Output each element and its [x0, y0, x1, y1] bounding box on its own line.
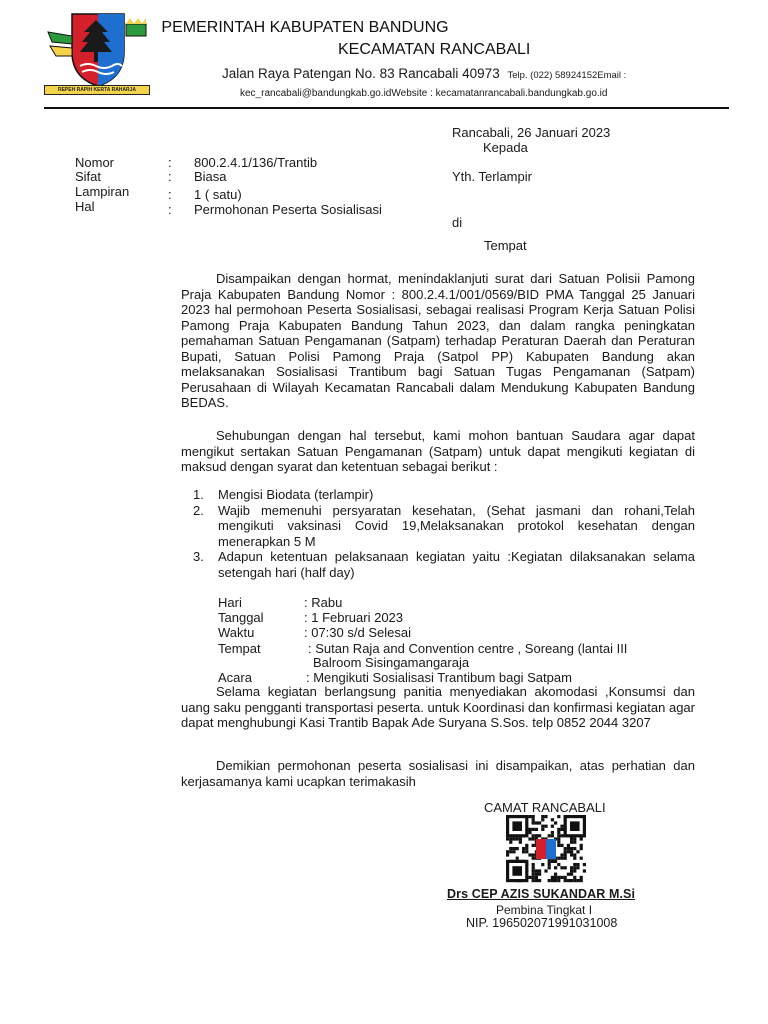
schedule-waktu-value: : 07:30 s/d Selesai [304, 625, 411, 640]
hal-colon: : [168, 202, 172, 217]
lampiran-label: Lampiran [75, 184, 130, 199]
signatory-nip: NIP. 196502071991031008 [466, 916, 618, 930]
signatory-rank: Pembina Tingkat I [496, 903, 593, 917]
recipient-di: di [452, 215, 463, 230]
header-contact: kec_rancabali@bandungkab.go.idWebsite : kecamatanrancabali.bandungkab.go.id [240, 88, 608, 99]
paragraph-4: Demikian permohonan peserta sosialisasi ini disampaikan, atas perhatian dan kerjasamanya kami ucapkan terimakasih [181, 758, 695, 789]
schedule-hari-label: Hari [218, 595, 242, 610]
schedule-acara-label: Acara [218, 670, 252, 685]
paragraph-1: Disampaikan dengan hormat, menindaklanjuti surat dari Satuan Polisii Pamong Praja Kabupaten Bandung Nomor : 800.2.4.1/001/0569/BID PMA Tanggal 25 Januari 2023 hal permohoan Peserta Sosialisasi, sebagai realisasi Program Kerja Satuan Polisi Pamong Praja Kabupaten Bandung Tahun 2023, dan dalam rangka peningkatan pemahaman Satuan Pengamanan (Satpam) terhadap Peraturan Daerah dan Peraturan Bupati, Satuan Polisi Pamong Praja (Satpol PP) Kabupaten Bandung akan melaksanakan Sosialisasi Trantibum bagi Satuan Tugas Pengamanan (Satpam) Perusahaan di Wilayah Kecamatan Rancabali dalam Mendukung Kabupaten Bandung BEDAS. [181, 271, 695, 410]
header-address: Jalan Raya Patengan No. 83 Rancabali 40973 Telp. (022) 58924152Email : [222, 66, 627, 81]
header-divider [44, 107, 729, 109]
requirement-item: 2. Wajib memenuhi persyaratan kesehatan, (Sehat jasmani dan rohani,Telah mengikuti vaksinasi Covid 19,Melaksanakan protokol kesehatan dengan menerapkan 5 M [193, 502, 695, 549]
header-phone: Telp. (022) 58924152Email : [507, 70, 627, 81]
schedule-tempat-label: Tempat [218, 641, 261, 656]
signatory-name: Drs CEP AZIS SUKANDAR M.Si [447, 887, 636, 901]
header-office-line: KECAMATAN RANCABALI [338, 41, 531, 58]
logo-motto-banner [44, 85, 150, 95]
schedule-hari-value: : Rabu [304, 595, 343, 610]
schedule-tempat-value-2: Balroom Sisingamangaraja [313, 655, 470, 670]
schedule-waktu-label: Waktu [218, 625, 255, 640]
hal-value: Permohonan Peserta Sosialisasi [194, 202, 382, 217]
nomor-label: Nomor [75, 155, 115, 170]
requirements-list [193, 487, 695, 580]
recipient-tempat: Tempat [484, 238, 527, 253]
header-gov-line: PEMERINTAH KABUPATEN BANDUNG [161, 19, 449, 36]
nomor-colon: : [168, 155, 172, 170]
hal-label: Hal [75, 199, 95, 214]
requirement-item: 1. Mengisi Biodata (terlampir) [193, 487, 374, 502]
schedule-tanggal-value: : 1 Februari 2023 [304, 610, 404, 625]
sifat-value: Biasa [194, 169, 227, 184]
recipient-yth: Yth. Terlampir [452, 169, 532, 184]
paragraph-2: Sehubungan dengan hal tersebut, kami mohon bantuan Saudara agar dapat mengikut sertakan Satuan Pengamanan (Satpam) untuk dapat mengikuti kegiatan di maksud dengan syarat dan ketentuan sebagai berikut : [181, 428, 695, 474]
recipient-kepada: Kepada [483, 140, 528, 155]
schedule-acara-value: : Mengikuti Sosialisasi Trantibum bagi Satpam [306, 670, 572, 685]
lampiran-value: 1 ( satu) [194, 187, 242, 202]
signatory-title: CAMAT RANCABALI [484, 800, 606, 815]
paragraph-3: Selama kegiatan berlangsung panitia menyediakan akomodasi ,Konsumsi dan uang saku pengganti transportasi peserta. untuk Koordinasi dan konfirmasi kegiatan agar dapat menghubungi Kasi Trantib Bapak Ade Suryana S.Sos. telp 0852 2044 3207 [181, 684, 695, 730]
qr-code [506, 815, 586, 883]
nomor-value: 800.2.4.1/136/Trantib [194, 155, 318, 170]
sifat-colon: : [168, 169, 172, 184]
schedule-tanggal-label: Tanggal [218, 610, 264, 625]
logo-motto: REPEH RAPIH KERTA RAHARJA [57, 87, 137, 93]
sifat-label: Sifat [75, 169, 102, 184]
lampiran-colon: : [168, 187, 172, 202]
requirement-item: 3. Adapun ketentuan pelaksanaan kegiatan yaitu :Kegiatan dilaksanakan selama setengah hari (half day) [193, 549, 695, 580]
schedule-tempat-value: : Sutan Raja and Convention centre , Soreang (lantai III [308, 641, 628, 656]
place-date: Rancabali, 26 Januari 2023 [452, 125, 611, 140]
